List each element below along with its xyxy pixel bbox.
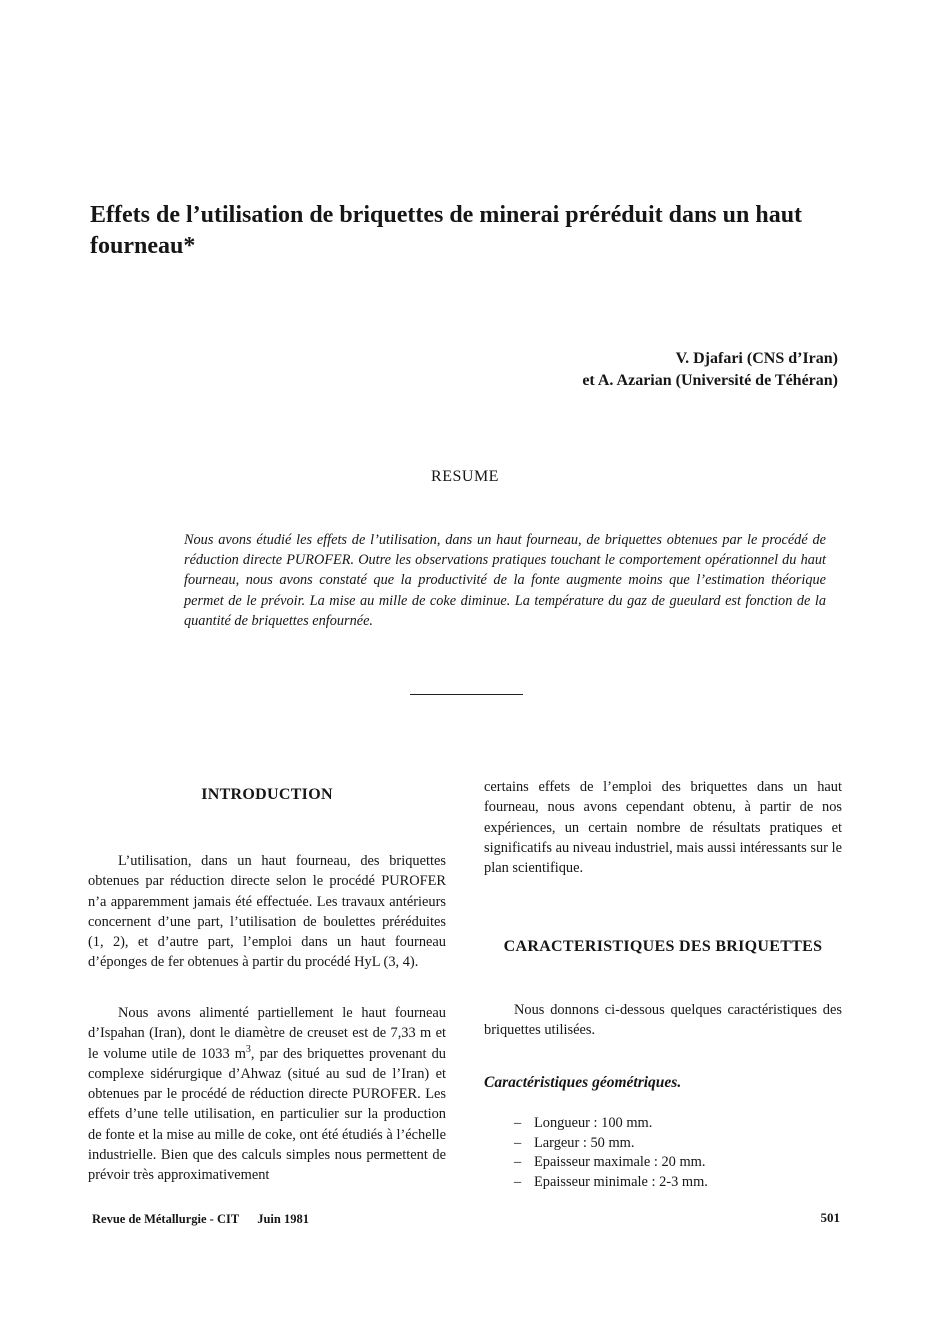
abstract-text: Nous avons étudié les effets de l’utilisation, dans un haut fourneau, de briquettes obtenues par le procédé de réduction directe PUROFER. Outre les observations pratiques touchant le comportement opérationnel du haut fourneau, nous avons constaté que la productivité de la fonte augmente moins que l’estimation théorique permet de le prévoir. La mise au mille de coke diminue. La température du gaz de gueulard est fonction de la quantité de briquettes enfournée. [184, 532, 826, 629]
section-divider [410, 694, 523, 695]
issue-date: Juin 1981 [257, 1212, 309, 1226]
journal-footer [92, 1212, 309, 1227]
caracteristiques-intro: Nous donnons ci-dessous quelques caractéristiques des briquettes utilisées. [484, 1002, 842, 1039]
list-item: – Epaisseur minimale : 2-3 mm. [514, 1173, 834, 1193]
author-1: V. Djafari (CNS d’Iran) [675, 350, 838, 367]
dimension-list [514, 1114, 834, 1192]
paragraph-2-text-b: , par des briquettes provenant du complexe sidérurgique d’Ahwaz (situé au sud de l’Iran) et obtenues par le procédé de réduction directe PUROFER. Les effets d’une telle utilisation, en particulier sur la production de fonte et la mise au mille de coke, ont été étudiés à l’échelle industrielle. Bien que des calculs simples nous permettent de prévoir très approximativement [88, 1045, 446, 1184]
journal-name: Revue de Métallurgie - CIT [92, 1212, 240, 1226]
introduction-paragraph-2 [88, 1003, 446, 1186]
resume-heading: RESUME [431, 468, 499, 485]
article-title: Effets de l’utilisation de briquettes de minerai préréduit dans un haut fourneau* [90, 202, 803, 259]
list-item: – Epaisseur maximale : 20 mm. [514, 1153, 834, 1173]
caracteristiques-heading: CARACTERISTIQUES DES BRIQUETTES [503, 938, 823, 955]
introduction-paragraph-1: L’utilisation, dans un haut fourneau, des briquettes obtenues par réduction directe selon le procédé PUROFER n’a apparemment jamais été effectuée. Les travaux antérieurs concernent d’une part, l’utilisation de boulettes préréduites (1, 2), et d’autre part, l’emploi dans un haut fourneau d’éponges de fer obtenues à partir du procédé HyL (3, 4). [88, 853, 446, 971]
author-2: et A. Azarian (Université de Téhéran) [582, 372, 838, 389]
list-item: – Longueur : 100 mm. [514, 1114, 834, 1134]
cubic-superscript: 3 [245, 1043, 251, 1055]
paragraph-2-text-a: Nous avons alimenté partiellement le haut fourneau d’Ispahan (Iran), dont le diamètre de creuset est de 7,33 m et le volume utile de 1033 m [88, 1005, 446, 1062]
geometric-subheading: Caractéristiques géométriques. [484, 1074, 682, 1091]
page-number: 501 [820, 1210, 840, 1225]
author-block [582, 348, 838, 392]
introduction-heading: INTRODUCTION [201, 786, 333, 803]
list-item: – Largeur : 50 mm. [514, 1134, 834, 1154]
introduction-paragraph-3: certains effets de l’emploi des briquettes dans un haut fourneau, nous avons cependant obtenu, à partir de nos expériences, un certain nombre de résultats pratiques et significatifs au niveau industriel, mais aussi intéressants sur le plan scientifique. [484, 779, 842, 877]
